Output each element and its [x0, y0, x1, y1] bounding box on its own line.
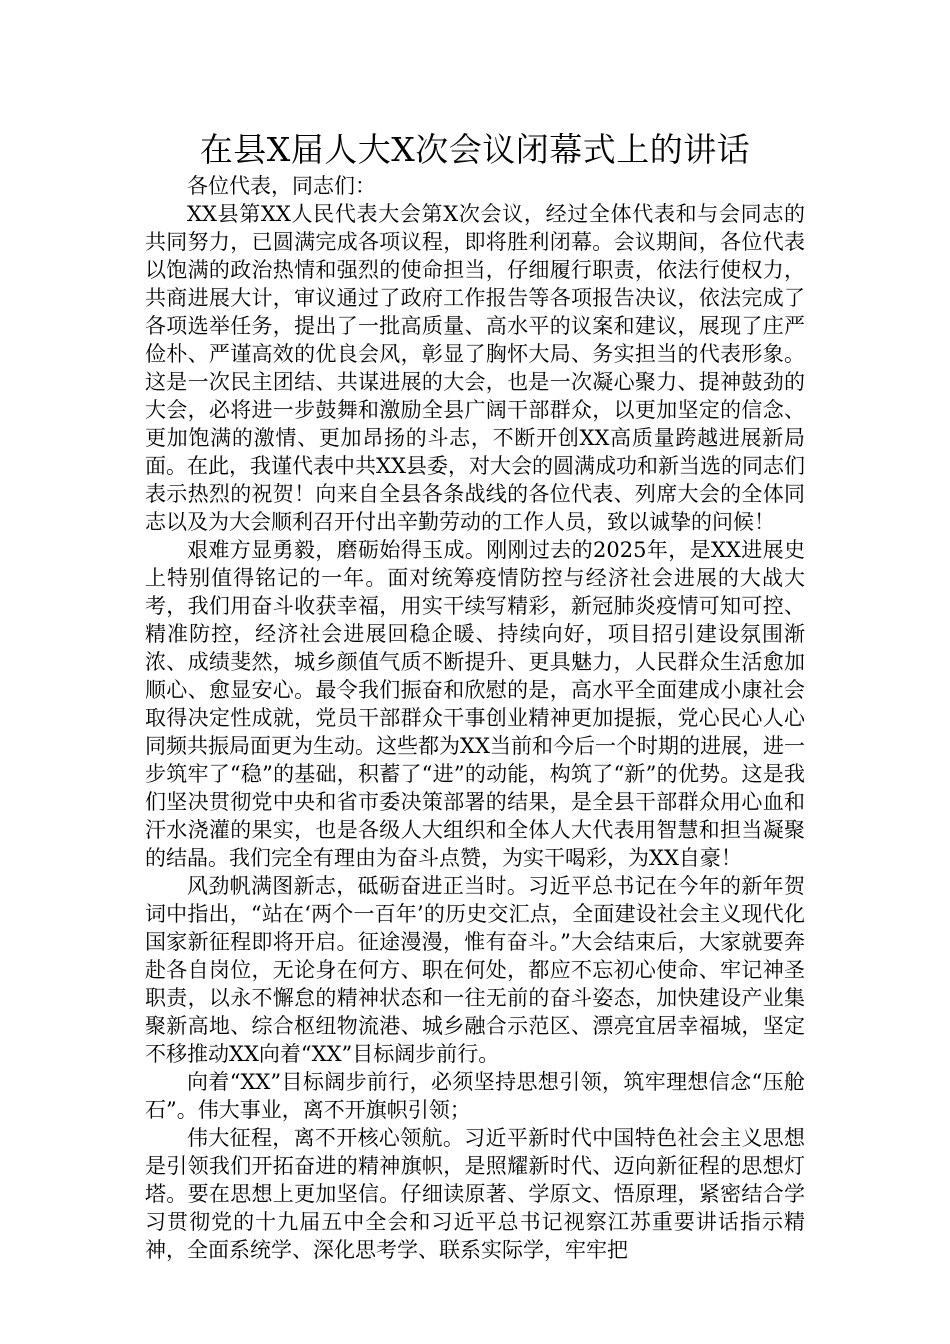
paragraph-2: 艰难方显勇毅，磨砺始得玉成。刚刚过去的2025年，是XX进展史上特别值得铭记的一年。面对统筹疫情防控与经济社会进展的大战大考，我们用奋斗收获幸福，用实干续写精彩，新冠肺炎疫情可知可控、精准防控，经济社会进展回稳企暖、持续向好，项目招引建设氛围渐浓、成绩斐然，城乡颜值气质不断提升、更具魅力，人民群众生活愈加顺心、愈显安心。最令我们振奋和欣慰的是，高水平全面建成小康社会取得决定性成就，党员干部群众干事创业精神更加提振，党心民心人心同频共振局面更为生动。这些都为XX当前和今后一个时期的进展，进一步筑牢了“稳”的基础，积蓄了“进”的动能，构筑了“新”的优势。这是我们坚决贯彻党中央和省市委决策部署的结果，是全县干部群众用心血和汗水浇灌的果实，也是各级人大组织和全体人大代表用智慧和担当凝聚的结晶。我们完全有理由为奋斗点赞，为实干喝彩，为XX自豪！	[145, 538, 805, 870]
paragraph-1: XX县第XX人民代表大会第X次会议，经过全体代表和与会同志的共同努力，已圆满完成各项议程，即将胜利闭幕。会议期间，各位代表以饱满的政治热情和强烈的使命担当，仔细履行职责，依法行使权力，共商进展大计，审议通过了政府工作报告等各项报告决议，依法完成了各项选举任务，提出了一批高质量、高水平的议案和建议，展现了庄严俭朴、严谨高效的优良会风，彰显了胸怀大局、务实担当的代表形象。这是一次民主团结、共谋进展的大会，也是一次凝心聚力、提神鼓劲的大会，必将进一步鼓舞和激励全县广阔干部群众，以更加坚定的信念、更加饱满的激情、更加昂扬的斗志，不断开创XX高质量跨越进展新局面。在此，我谨代表中共XX县委，对大会的圆满成功和新当选的同志们表示热烈的祝贺！向来自全县各条战线的各位代表、列席大会的全体同志以及为大会顺利召开付出辛勤劳动的工作人员，致以诚挚的问候！	[145, 202, 805, 534]
document-title: 在县X届人大X次会议闭幕式上的讲话	[199, 130, 751, 169]
paragraph-3: 风劲帆满图新志，砥砺奋进正当时。习近平总书记在今年的新年贺词中指出，“站在‘两个一百年’的历史交汇点，全面建设社会主义现代化国家新征程即将开启。征途漫漫，惟有奋斗。”大会结束后，大家就要奔赴各自岗位，无论身在何方、职在何处，都应不忘初心使命、牢记神圣职责，以永不懈怠的精神状态和一往无前的奋斗姿态，加快建设产业集聚新高地、综合枢纽物流港、城乡融合示范区、漂亮宜居幸福城，坚定不移推动XX向着“XX”目标阔步前行。	[145, 874, 805, 1066]
paragraph-4: 向着“XX”目标阔步前行，必须坚持思想引领，筑牢理想信念“压舱石”。伟大事业，离不开旗帜引领；	[145, 1070, 805, 1122]
document-page	[145, 128, 805, 1264]
paragraph-5: 伟大征程，离不开核心领航。习近平新时代中国特色社会主义思想是引领我们开拓奋进的精神旗帜，是照耀新时代、迈向新征程的思想灯塔。要在思想上更加坚信。仔细读原著、学原文、悟原理，紧密结合学习贯彻党的十九届五中全会和习近平总书记视察江苏重要讲话指示精神，全面系统学、深化思考学、联系实际学，牢牢把	[145, 1126, 805, 1262]
salutation: 各位代表，同志们：	[187, 174, 376, 198]
